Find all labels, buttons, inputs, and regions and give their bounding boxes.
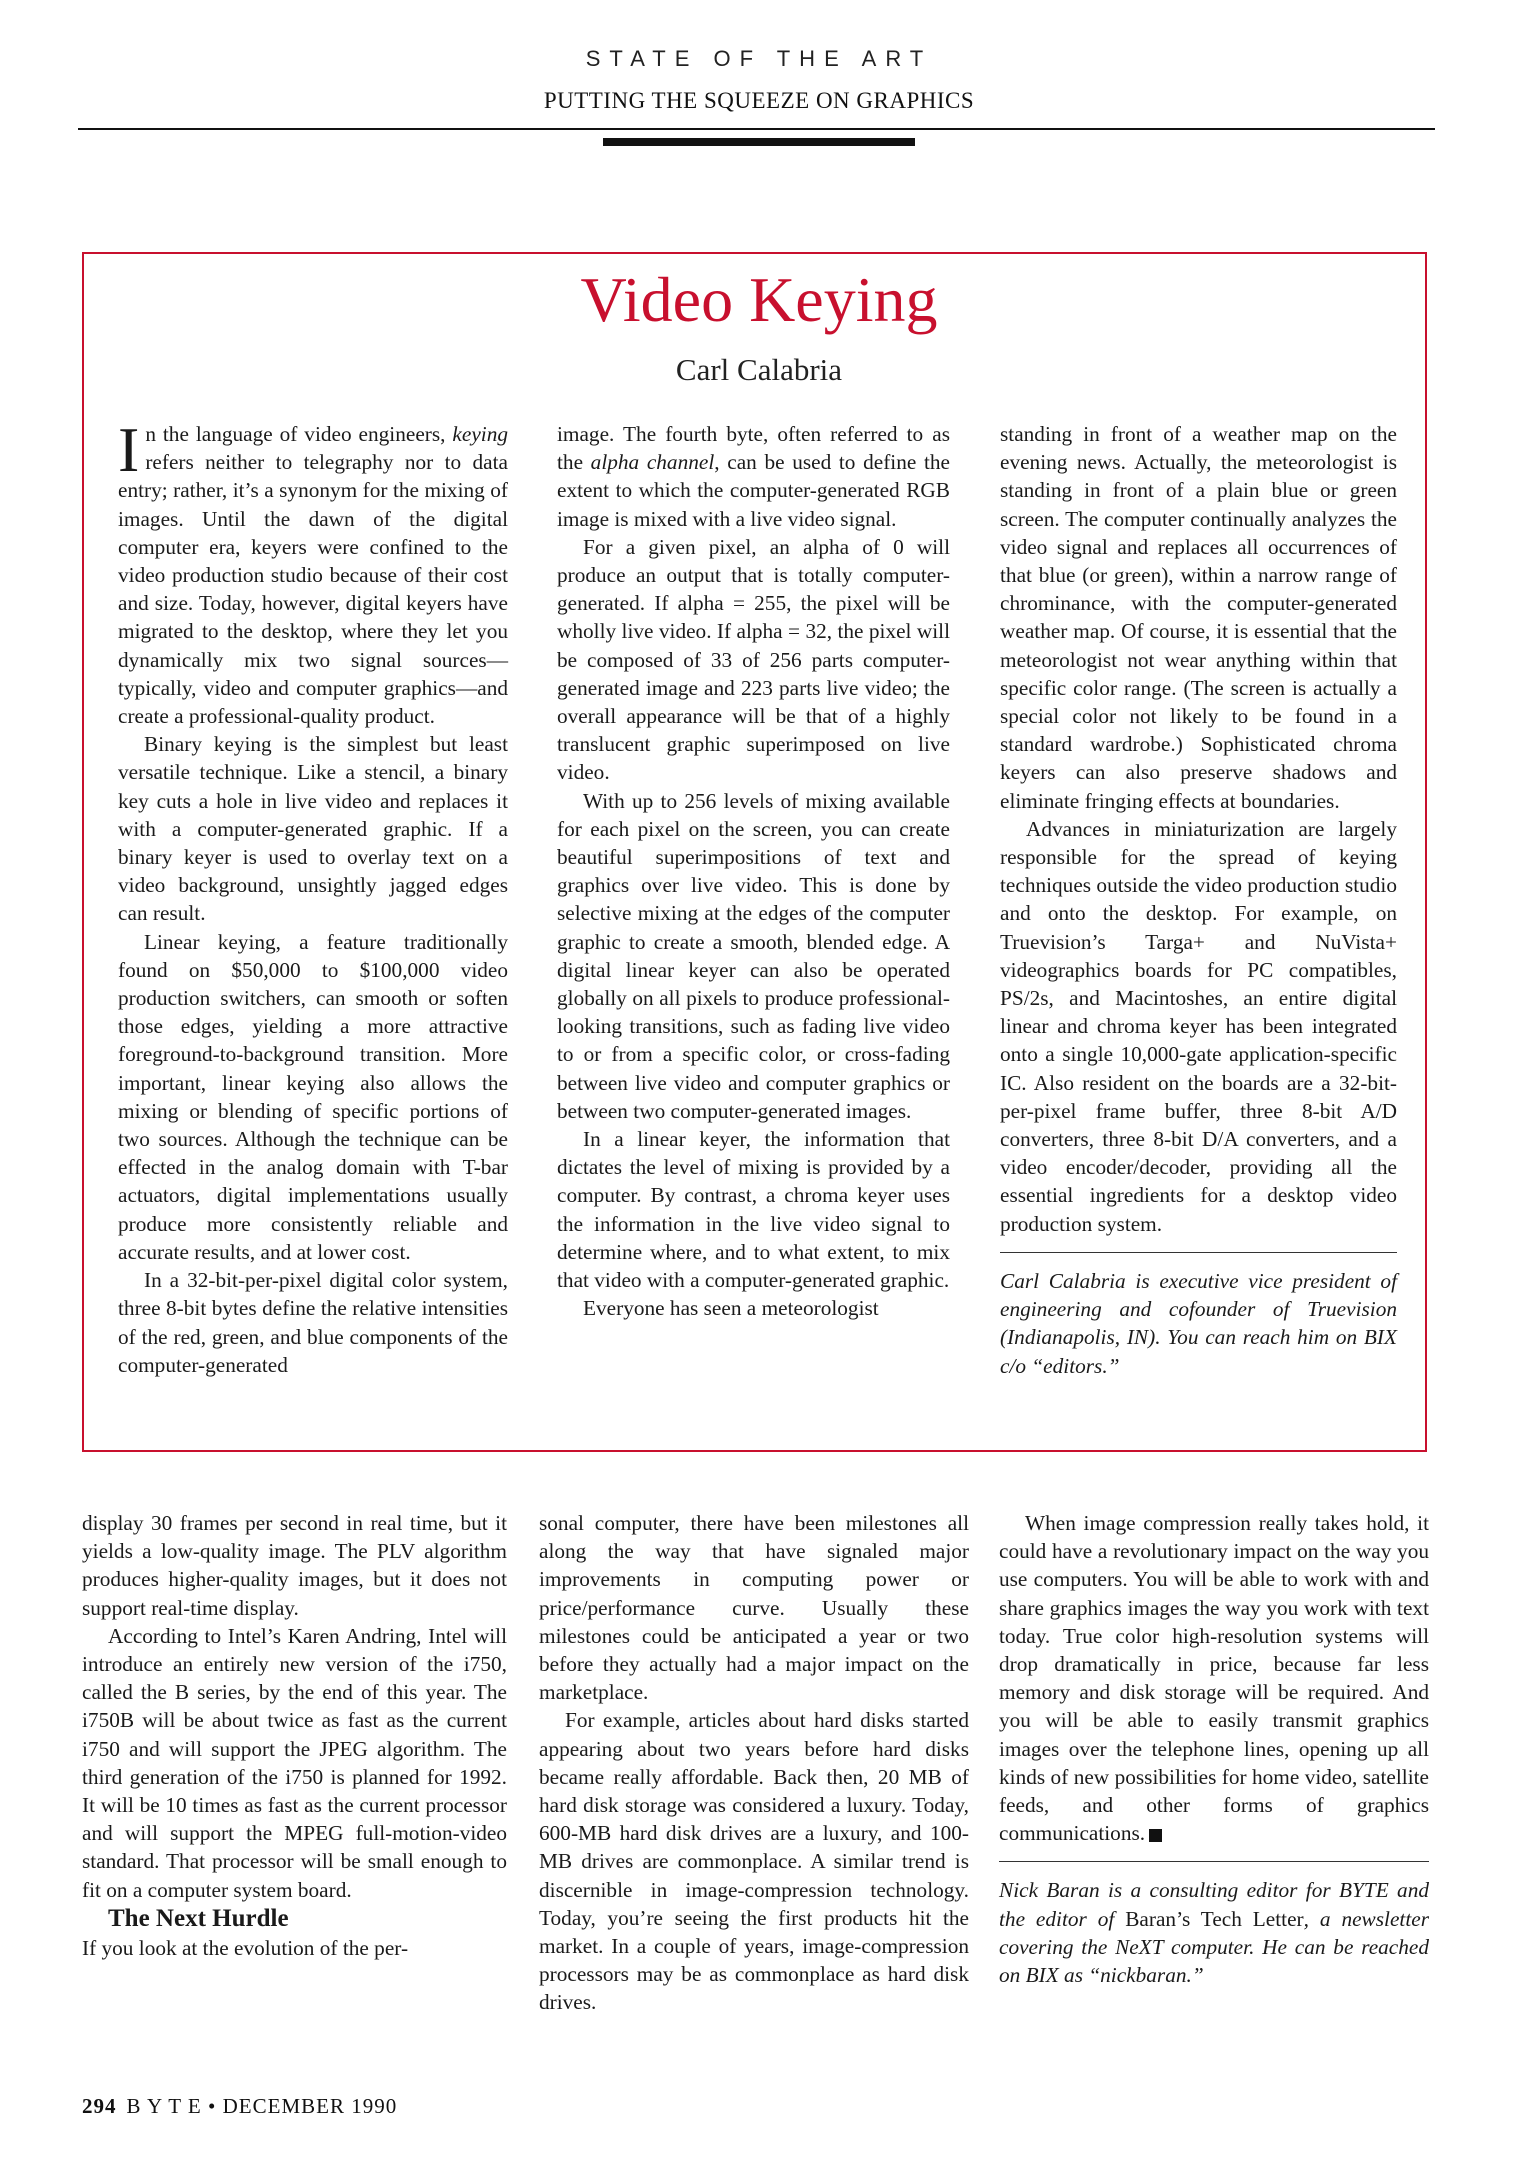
author-bio: Nick Baran is a consulting editor for BYTE and the editor of Baran’s Tech Letter, a newsletter covering the NeXT computer. He can be reached on BIX as “nickbaran.”	[999, 1878, 1429, 1988]
publication: B Y T E • DECEMBER 1990	[126, 2094, 398, 2118]
page-footer	[82, 2094, 397, 2119]
paragraph: standing in front of a weather map on the evening news. Actually, the meteorologist is standing in front of a plain blue or green screen. The computer continually analyzes the video signal and replaces all occurrences of that blue (or green), within a narrow range of chrominance, with the computer-generated weather map. Of course, it is essential that the meteorologist not wear anything within that specific color range. (The screen is actually a special color not likely to be found in a standard wardrobe.) Sophisticated chroma keyers can also preserve shadows and eliminate fringing effects at boundaries.	[1000, 422, 1397, 813]
main-column-1	[82, 1509, 507, 1962]
sidebar-title: Video Keying	[580, 264, 938, 335]
paragraph: When image compression really takes hold, it could have a revolutionary impact on the way you use computers. You will be able to work with and share graphics images the way you work with text today. True color high-resolution systems will drop dramatically in price, because far less memory and disk storage will be required. And you will be able to easily transmit graphics images over the telephone lines, opening up all kinds of new possibilities for home video, satellite feeds, and other forms of graphics communications.	[999, 1511, 1429, 1846]
paragraph: Everyone has seen a meteorologist	[583, 1296, 879, 1321]
page-number: 294	[82, 2094, 117, 2118]
paragraph: For a given pixel, an alpha of 0 will produce an output that is totally computer-generated. If alpha = 255, the pixel will be wholly live video. If alpha = 32, the pixel will be composed of 33 of 256 parts computer-generated image and 223 parts live video; the overall appearance will be that of a highly translucent graphic superimposed on live video.	[557, 534, 950, 785]
paragraph: With up to 256 levels of mixing available for each pixel on the screen, you can create beautiful superimpositions of text and graphics over live video. This is done by selective mixing at the edges of the computer graphic to create a smooth, blended edge. A digital linear keyer can also be operated globally on all pixels to produce professional-looking transitions, such as fading live video to or from a specific color, or cross-fading between live video and computer graphics or between two computer-generated images.	[557, 788, 950, 1123]
paragraph: Linear keying, a feature traditionally found on $50,000 to $100,000 video production switchers, can smooth or soften those edges, yielding a more attractive foreground-to-background transition. More important, linear keying also allows the mixing or blending of specific portions of two sources. Although the technique can be effected in the analog domain with T-bar actuators, digital implementations usually produce more consistently reliable and accurate results, and at lower cost.	[118, 929, 508, 1264]
sidebar-author: Carl Calabria	[675, 352, 843, 387]
paragraph: In the language of video engineers, keying refers neither to telegraphy nor to data entry; rather, it’s a synonym for the mixing of images. Until the dawn of the digital computer era, keyers were confined to the video production studio because of their cost and size. Today, however, digital keyers have migrated to the desktop, where they let you dynamically mix two signal sources—typically, video and computer graphics—and create a professional-quality product.	[118, 414, 508, 729]
end-mark-icon	[1149, 1829, 1162, 1842]
paragraph: If you look at the evolution of the per-	[82, 1935, 409, 1960]
header-rule	[78, 128, 1435, 130]
paragraph: In a linear keyer, the information that dictates the level of mixing is provided by a computer. By contrast, a chroma keyer uses the information in the live video signal to determine where, and to what extent, to mix that video with a computer-generated graphic.	[557, 1127, 950, 1293]
main-column-3	[999, 1509, 1429, 1989]
paragraph: sonal computer, there have been milestones all along the way that have signaled major improvements in computing power or price/performance curve. Usually these milestones could be anticipated a year or two before they actually had a major impact on the marketplace.	[539, 1511, 969, 1705]
bio-rule	[999, 1861, 1429, 1862]
paragraph: Binary keying is the simplest but least versatile technique. Like a stencil, a binary key cuts a hole in live video and replaces it with a computer-generated graphic. If a binary keyer is used to overlay text on a video background, unsightly jagged edges can result.	[118, 732, 508, 926]
bio-rule	[1000, 1252, 1397, 1253]
paragraph: image. The fourth byte, often referred to as the alpha channel, can be used to define the extent to which the computer-generated RGB image is mixed with a live video signal.	[557, 422, 950, 531]
sidebar-column-2	[557, 420, 950, 1323]
paragraph: Advances in miniaturization are largely responsible for the spread of keying techniques outside the video production studio and onto the desktop. For example, on Truevision’s Targa+ and NuVista+ videographics boards for PC compatibles, PS/2s, and Macintoshes, an entire digital linear and chroma keyer has been integrated onto a single 10,000-gate application-specific IC. Also resident on the boards are a 32-bit-per-pixel frame buffer, three 8-bit A/D converters, three 8-bit D/A converters, and a video encoder/decoder, providing all the essential ingredients for a desktop video production system.	[1000, 816, 1397, 1236]
header-bar	[603, 138, 915, 146]
sidebar-column-3	[1000, 420, 1397, 1380]
paragraph: display 30 frames per second in real time, but it yields a low-quality image. The PLV algorithm produces higher-quality images, but it does not support real-time display.	[82, 1511, 507, 1620]
main-column-2	[539, 1509, 969, 2017]
subhead: The Next Hurdle	[108, 1904, 289, 1932]
paragraph: For example, articles about hard disks started appearing about two years before hard disks became really affordable. Back then, 20 MB of hard disk storage was considered a luxury. Today, 600-MB hard disk drives are a luxury, and 100-MB drives are commonplace. A similar trend is discernible in image-compression technology. Today, you’re seeing the first products hit the market. In a couple of years, image-compression processors may be as commonplace as hard disk drives.	[539, 1708, 969, 2015]
paragraph: In a 32-bit-per-pixel digital color system, three 8-bit bytes define the relative intensities of the red, green, and blue components of the computer-generated	[118, 1268, 508, 1377]
sidebar-column-1	[118, 414, 508, 1379]
section-kicker: STATE OF THE ART	[585, 46, 933, 71]
section-title: PUTTING THE SQUEEZE ON GRAPHICS	[543, 88, 975, 113]
author-bio: Carl Calabria is executive vice president of engineering and cofounder of Truevision (Indianapolis, IN). You can reach him on BIX c/o “editors.”	[1000, 1268, 1397, 1378]
drop-cap: I	[118, 414, 140, 485]
paragraph: According to Intel’s Karen Andring, Intel will introduce an entirely new version of the i750, called the B series, by the end of this year. The i750B will be about twice as fast as the current i750 and will support the JPEG algorithm. The third generation of the i750 is planned for 1992. It will be 10 times as fast as the current processor and will support the MPEG full-motion-video standard. That processor will be small enough to fit on a computer system board.	[82, 1623, 507, 1902]
